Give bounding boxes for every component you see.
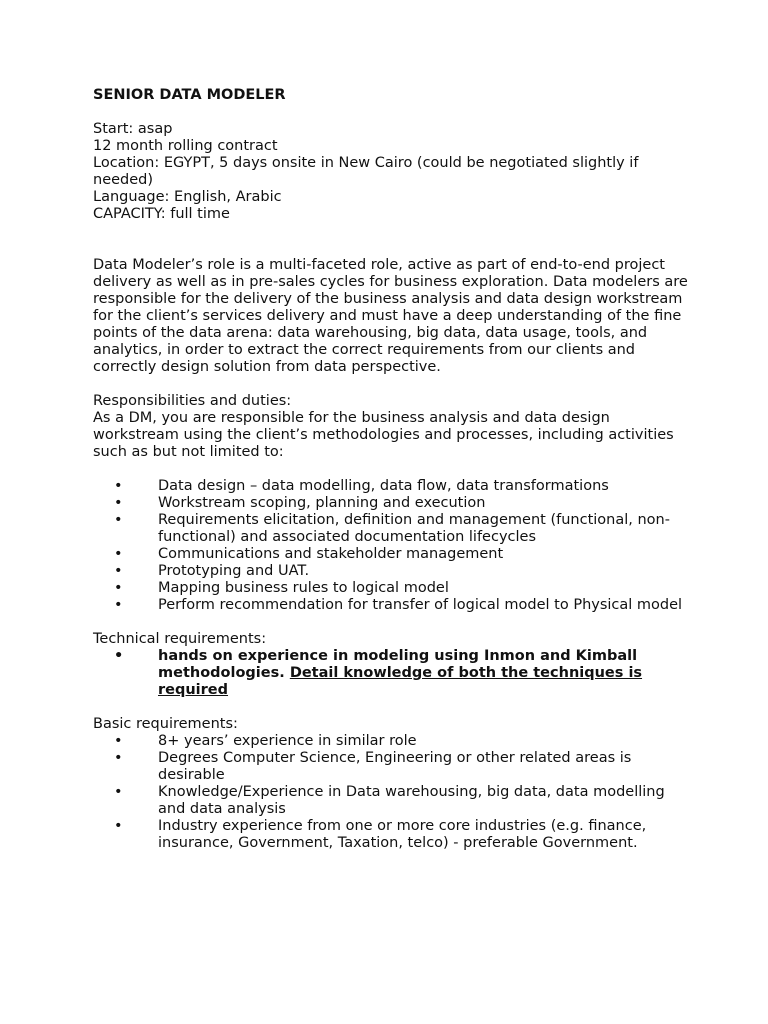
basic-heading: Basic requirements: bbox=[93, 716, 238, 732]
bullet: • bbox=[114, 818, 123, 834]
list-item: • Perform recommendation for transfer of logical model to Physical model bbox=[114, 597, 683, 613]
list-item: • Degrees Computer Science, Engineering or other related areas is desirable bbox=[114, 750, 632, 783]
list-item: • Knowledge/Experience in Data warehousing, big data, data modelling and data analysis bbox=[114, 784, 665, 817]
bullet: • bbox=[114, 597, 123, 613]
list-item: • 8+ years’ experience in similar role bbox=[114, 733, 417, 749]
bullet: • bbox=[114, 580, 123, 596]
bullet: • bbox=[114, 648, 124, 664]
intro-paragraph: Data Modeler’s role is a multi-faceted role, active as part of end-to-end project delivery as well as in pre-sales cycles for business exploration. Data modelers are responsible for the delivery of the business analysis and data design workstream for the client’s services delivery and must have a deep understanding of the fine points of the data arena: data warehousing, big data, data usage, tools, and analytics, in order to extract the correct requirements from our clients and correctly design solution from data perspective. bbox=[93, 257, 688, 375]
job-title: SENIOR DATA MODELER bbox=[93, 87, 286, 103]
list-item: • Mapping business rules to logical model bbox=[114, 580, 449, 596]
basic-list bbox=[93, 733, 693, 852]
bullet: • bbox=[114, 495, 123, 511]
list-item: • Industry experience from one or more core industries (e.g. finance, insurance, Government, Taxation, telco) - preferable Government. bbox=[114, 818, 647, 851]
language-line: Language: English, Arabic bbox=[93, 189, 282, 205]
bullet: • bbox=[114, 512, 123, 528]
location-line: Location: EGYPT, 5 days onsite in New Cairo (could be negotiated slightly if needed) bbox=[93, 155, 639, 188]
responsibilities-lead: As a DM, you are responsible for the business analysis and data design workstream using the client’s methodologies and processes, including activities such as but not limited to: bbox=[93, 410, 674, 460]
technical-underlined-text: Detail knowledge of both the techniques is required bbox=[158, 665, 643, 698]
technical-bold-text: hands on experience in modeling using Inmon and Kimball methodologies. bbox=[158, 648, 638, 681]
responsibilities-list bbox=[93, 478, 693, 614]
contract-line: 12 month rolling contract bbox=[93, 138, 278, 154]
technical-list bbox=[93, 648, 693, 699]
capacity-line: CAPACITY: full time bbox=[93, 206, 230, 222]
list-item: • Requirements elicitation, definition and management (functional, non-functional) and associated documentation lifecycles bbox=[114, 512, 670, 545]
bullet: • bbox=[114, 478, 123, 494]
list-item: • Prototyping and UAT. bbox=[114, 563, 310, 579]
technical-heading: Technical requirements: bbox=[93, 631, 267, 647]
list-item: • Data design – data modelling, data flow, data transformations bbox=[114, 478, 609, 494]
list-item: • Communications and stakeholder management bbox=[114, 546, 504, 562]
document-page bbox=[93, 87, 693, 852]
bullet: • bbox=[114, 546, 123, 562]
bullet: • bbox=[114, 750, 123, 766]
bullet: • bbox=[114, 563, 123, 579]
list-item bbox=[93, 648, 693, 699]
list-item: • Workstream scoping, planning and execution bbox=[114, 495, 486, 511]
bullet: • bbox=[114, 784, 123, 800]
start-line: Start: asap bbox=[93, 121, 173, 137]
responsibilities-heading: Responsibilities and duties: bbox=[93, 393, 292, 409]
bullet: • bbox=[114, 733, 123, 749]
